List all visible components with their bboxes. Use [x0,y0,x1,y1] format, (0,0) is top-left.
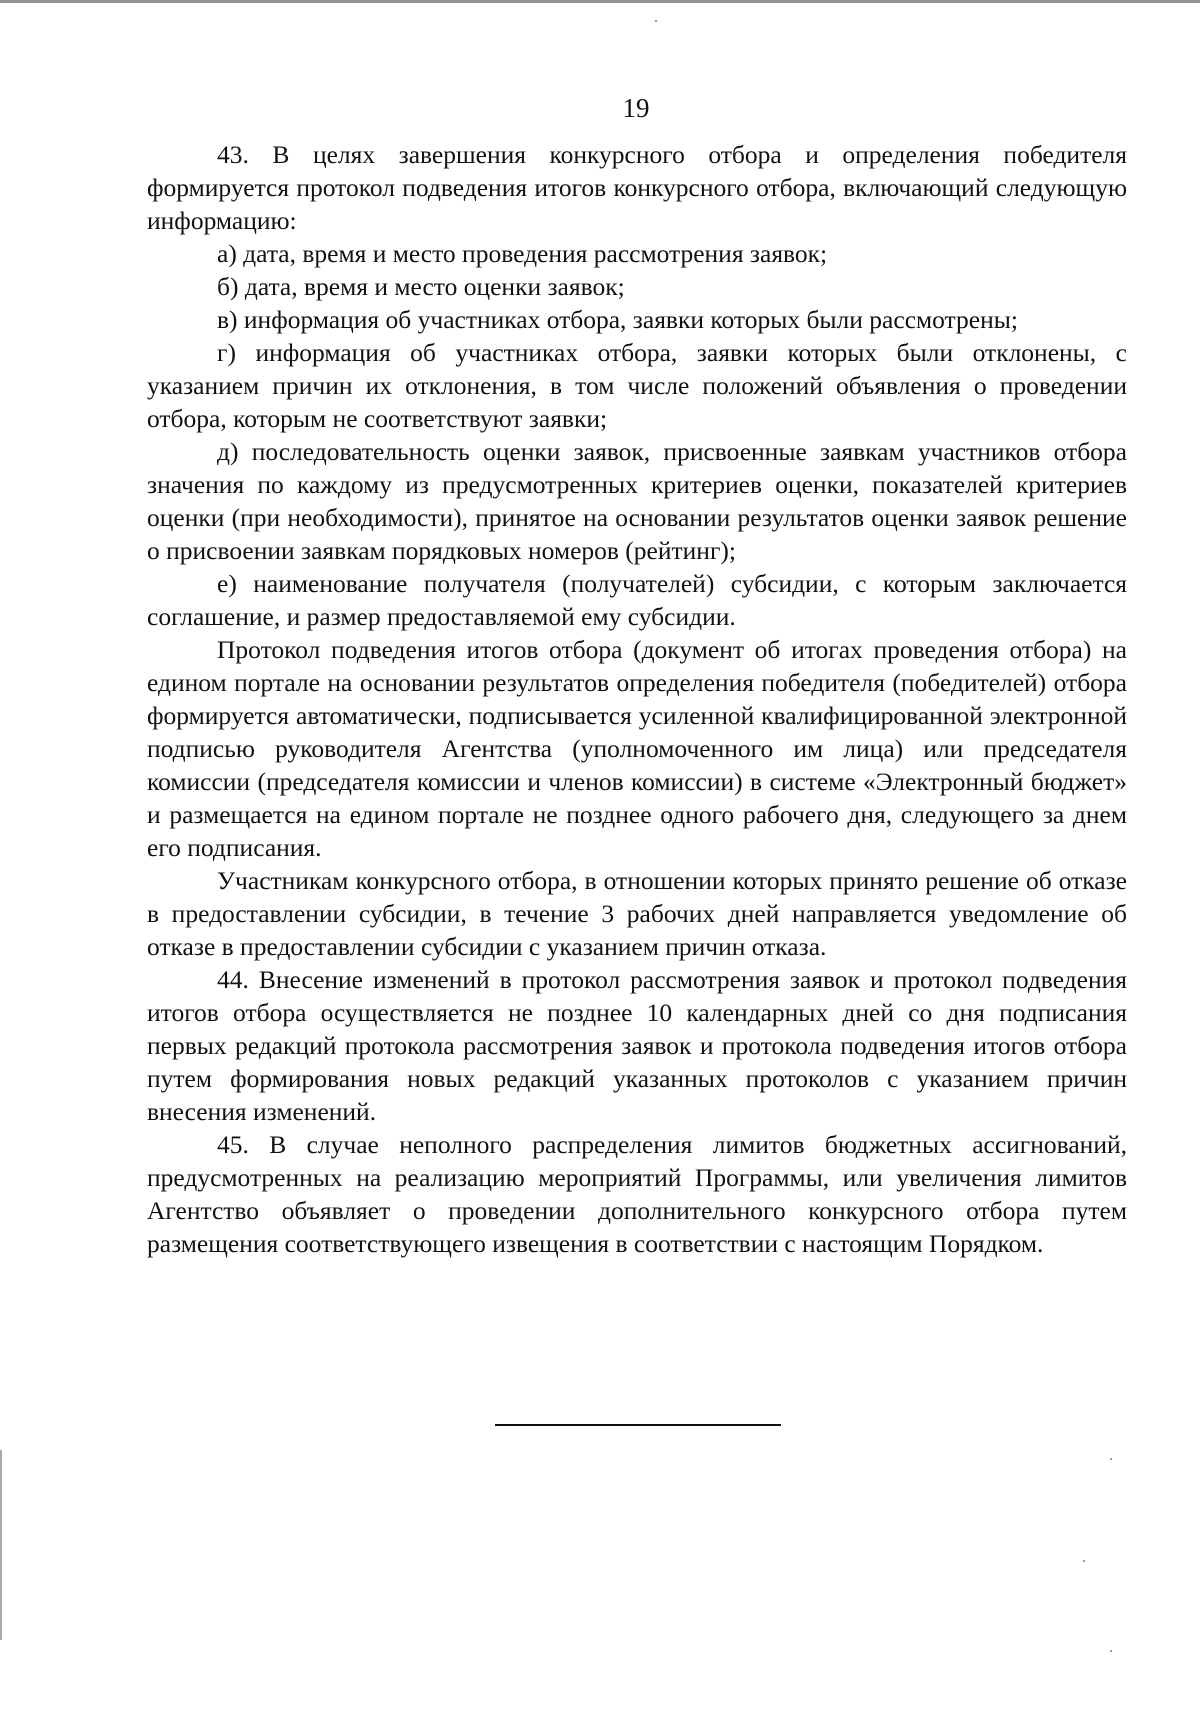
end-divider-line [495,1424,781,1426]
paragraph-protocol: Протокол подведения итогов отбора (документ об итогах проведения отбора) на едином портале на основании результатов определения победителя (победителей) отбора формируется автоматически, подписывается усиленной квалифицированной электронной подписью руководителя Агентства (уполномоченного им лица) или председателя комиссии (председателя комиссии и членов комиссии) в системе «Электронный бюджет» и размещается на едином портале не позднее одного рабочего дня, следующего за днем его подписания. [147,635,1127,862]
paragraph-43: 43. В целях завершения конкурсного отбора и определения победителя формируется протокол подведения итогов конкурсного отбора, включающий следующую информацию: [147,140,1127,235]
list-item-e: е) наименование получателя (получателей) субсидии, с которым заключается соглашение, и размер предоставляемой ему субсидии. [147,569,1127,631]
document-body [147,138,1127,1260]
paragraph-44: 44. Внесение изменений в протокол рассмотрения заявок и протокол подведения итогов отбора осуществляется не позднее 10 календарных дней со дня подписания первых редакций протокола рассмотрения заявок и протокола подведения итогов отбора путем формирования новых редакций указанных протоколов с указанием причин внесения изменений. [147,965,1127,1126]
scan-top-edge [0,0,1200,3]
list-item-g: г) информация об участниках отбора, заявки которых были отклонены, с указанием причин их отклонения, в том числе положений объявления о проведении отбора, которым не соответствуют заявки; [147,338,1127,433]
scan-speck [1083,1560,1085,1562]
scan-left-edge [0,1450,2,1640]
list-item-d: д) последовательность оценки заявок, присвоенные заявкам участников отбора значения по каждому из предусмотренных критериев оценки, показателей критериев оценки (при необходимости), принятое на основании результатов оценки заявок решение о присвоении заявкам порядковых номеров (рейтинг); [147,437,1127,565]
list-item-b: б) дата, время и место оценки заявок; [217,272,625,301]
paragraph-participants: Участникам конкурсного отбора, в отношении которых принято решение об отказе в предоставлении субсидии, в течение 3 рабочих дней направляется уведомление об отказе в предоставлении субсидии с указанием причин отказа. [147,866,1127,961]
scan-speck [1110,1650,1112,1652]
scan-speck [655,20,657,22]
list-item-a: а) дата, время и место проведения рассмотрения заявок; [217,239,828,268]
paragraph-45: 45. В случае неполного распределения лимитов бюджетных ассигнований, предусмотренных на реализацию мероприятий Программы, или увеличения лимитов Агентство объявляет о проведении дополнительного конкурсного отбора путем размещения соответствующего извещения в соответствии с настоящим Порядком. [147,1130,1127,1258]
page-number: 19 [622,93,650,123]
scan-speck [1110,1458,1112,1460]
list-item-v: в) информация об участниках отбора, заявки которых были рассмотрены; [217,305,1018,334]
